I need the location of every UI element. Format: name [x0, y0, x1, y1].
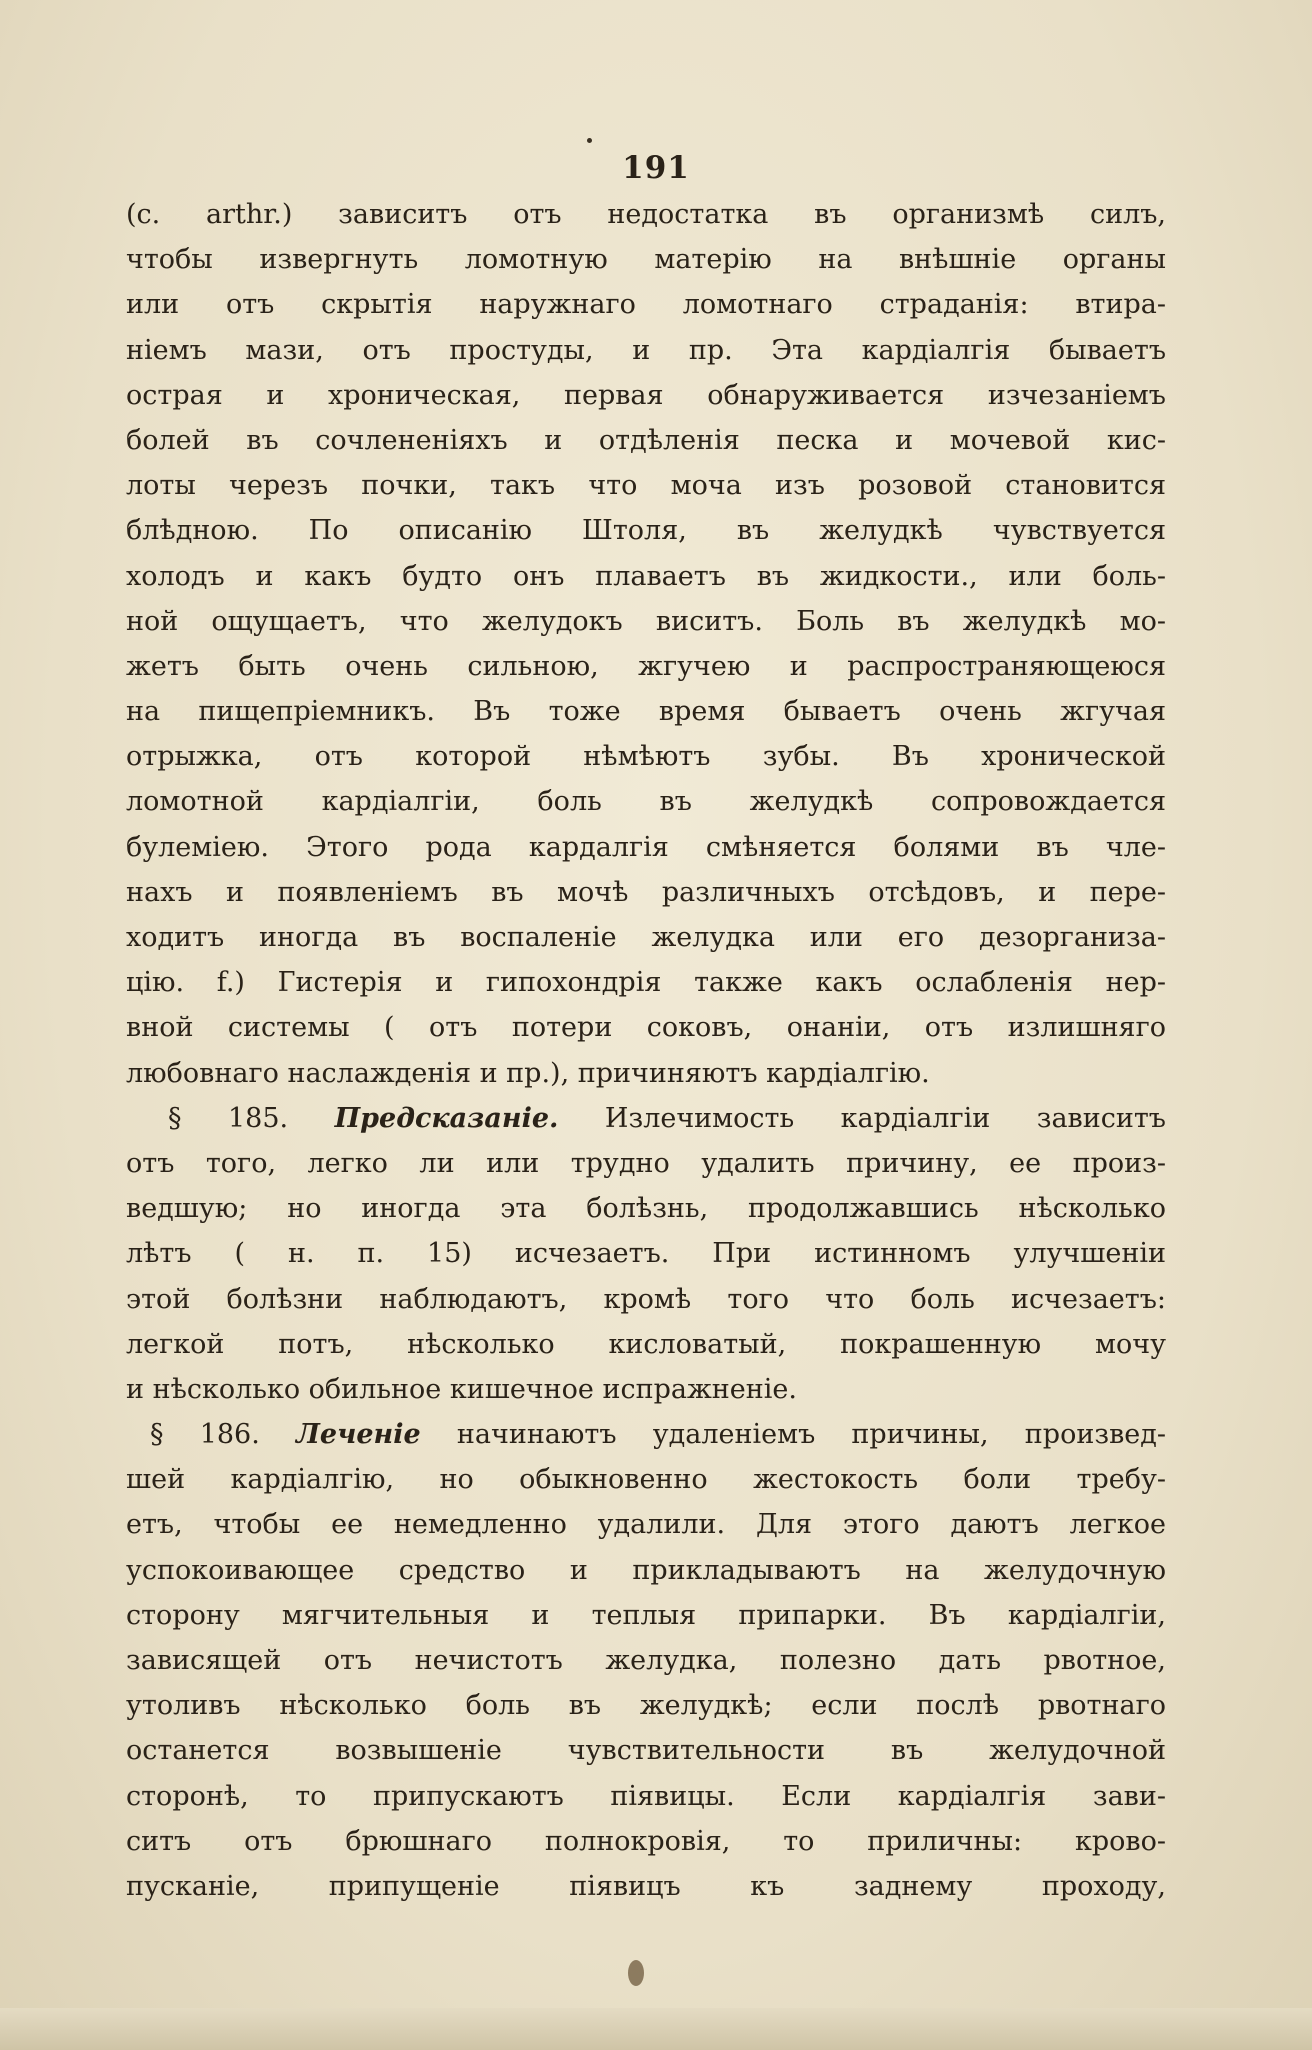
text-line: (c. arthr.) зависитъ отъ недостатка въ организмѣ силъ,: [126, 199, 1166, 230]
section-186-heading-line: [126, 1412, 1166, 1457]
ink-stain: [628, 1960, 644, 1986]
section-186-first-line: начинаютъ удаленіемъ причины, произвед-: [456, 1419, 1166, 1451]
text-line: пусканіе, припущеніе піявицъ къ заднему проходу,: [126, 1870, 1166, 1902]
section-185-first-line: Излечимость кардіалгіи зависитъ: [604, 1102, 1166, 1134]
section-186-title: Леченіе: [296, 1419, 421, 1451]
text-line: отъ того, легко ли или трудно удалить причину, ее произ-: [126, 1147, 1166, 1179]
text-line: этой болѣзни наблюдаютъ, кромѣ того что боль исчезаетъ:: [126, 1283, 1166, 1315]
text-line: ной ощущаетъ, что желудокъ виситъ. Боль въ желудкѣ мо-: [126, 605, 1166, 637]
text-line: ходитъ иногда въ воспаленіе желудка или его дезорганиза-: [126, 922, 1166, 953]
text-line: булеміею. Этого рода кардалгія смѣняется болями въ чле-: [126, 831, 1166, 863]
text-line: утоливъ нѣсколько боль въ желудкѣ; если послѣ рвотнаго: [126, 1690, 1166, 1722]
text-line: болей въ сочлененіяхъ и отдѣленія песка и мочевой кис-: [126, 424, 1166, 456]
text-line: ломотной кардіалгіи, боль въ желудкѣ сопровождается: [126, 786, 1166, 818]
section-185-number: § 185.: [168, 1102, 289, 1134]
text-line: шей кардіалгію, но обыкновенно жестокость боли требу-: [126, 1464, 1166, 1496]
text-line: лѣтъ ( н. п. 15) исчезаетъ. При истинномъ улучшеніи: [126, 1238, 1166, 1270]
text-line: сторону мягчительныя и теплыя припарки. Въ кардіалгіи,: [126, 1599, 1166, 1631]
text-line: или отъ скрытія наружнаго ломотнаго страданія: втира-: [126, 289, 1166, 321]
text-line: жетъ быть очень сильною, жгучею и распространяющеюся: [126, 650, 1166, 682]
section-185-heading-line: [126, 1096, 1166, 1141]
section-185-title: Предсказаніе.: [334, 1102, 559, 1134]
text-line: ситъ отъ брюшнаго полнокровія, то приличны: крово-: [126, 1825, 1166, 1857]
page-number: 191: [622, 150, 690, 186]
text-line: ведшую; но иногда эта болѣзнь, продолжавшись нѣсколько: [126, 1193, 1166, 1225]
text-line: успокоивающее средство и прикладываютъ на желудочную: [126, 1554, 1166, 1586]
text-line: любовнаго наслажденія и пр.), причиняютъ кардіалгію.: [126, 1057, 930, 1089]
text-line: легкой потъ, нѣсколько кисловатый, покрашенную мочу: [126, 1328, 1166, 1360]
body-text: [126, 192, 1166, 1909]
ink-speck: [587, 138, 592, 143]
text-line: вной системы ( отъ потери соковъ, онаніи, отъ излишняго: [126, 1012, 1166, 1044]
text-line: лоты черезъ почки, такъ что моча изъ розовой становится: [126, 470, 1166, 502]
text-line: нахъ и появленіемъ въ мочѣ различныхъ отсѣдовъ, и пере-: [126, 876, 1166, 908]
text-line: останется возвышеніе чувствительности въ желудочной: [126, 1735, 1166, 1767]
text-line: зависящей отъ нечистотъ желудка, полезно дать рвотное,: [126, 1645, 1166, 1676]
text-line: холодъ и какъ будто онъ плаваетъ въ жидкости., или боль-: [126, 560, 1166, 592]
text-line: чтобы извергнуть ломотную матерію на внѣшніе органы: [126, 244, 1166, 276]
text-line: цію. f.) Гистерія и гипохондрія также какъ ослабленія нер-: [126, 967, 1166, 999]
text-line: ніемъ мази, отъ простуды, и пр. Эта кардіалгія бываетъ: [126, 334, 1166, 366]
text-line: блѣдною. По описанію Штоля, въ желудкѣ чувствуется: [126, 515, 1166, 547]
text-line: сторонѣ, то припускаютъ піявицы. Если кардіалгія зави-: [126, 1780, 1166, 1812]
text-line: етъ, чтобы ее немедленно удалили. Для этого даютъ легкое: [126, 1509, 1166, 1541]
text-line: отрыжка, отъ которой нѣмѣютъ зубы. Въ хронической: [126, 741, 1166, 773]
text-line: и нѣсколько обильное кишечное испражненіе.: [126, 1373, 797, 1405]
text-line: острая и хроническая, первая обнаруживается изчезаніемъ: [126, 379, 1166, 411]
text-line: на пищепріемникъ. Въ тоже время бываетъ очень жгучая: [126, 696, 1166, 728]
page-bottom-edge: [0, 2008, 1312, 2050]
section-186-number: § 186.: [150, 1419, 260, 1451]
